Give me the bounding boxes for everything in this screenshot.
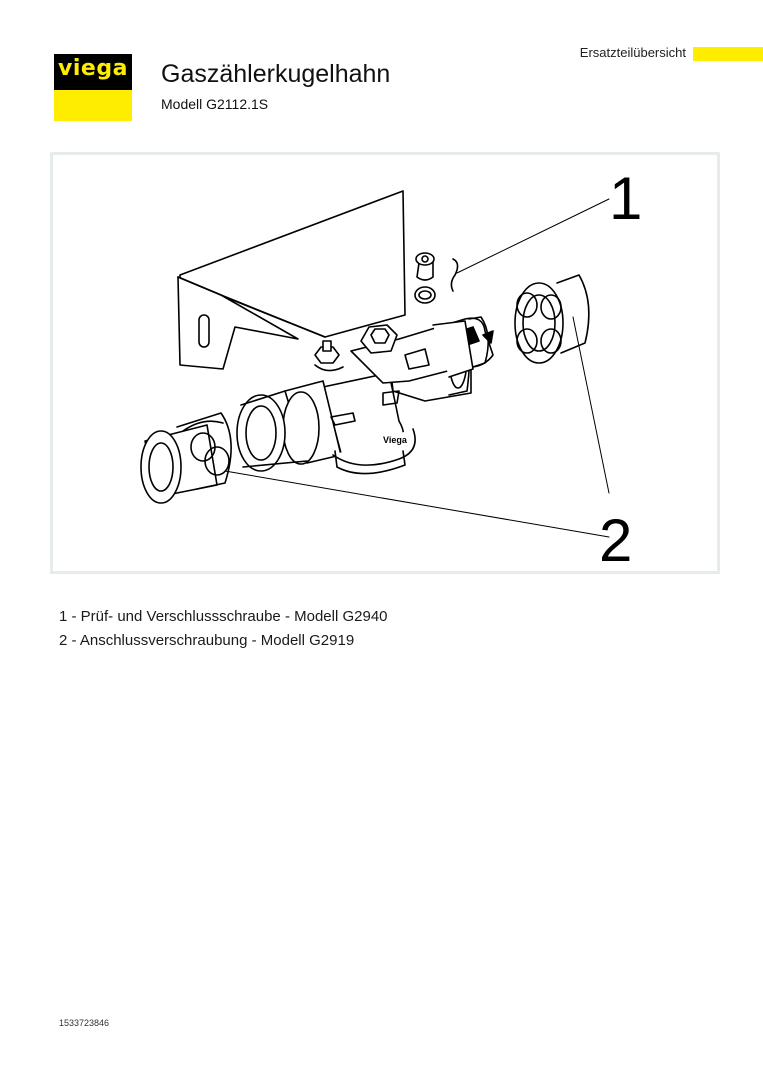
exploded-view-figure bbox=[50, 152, 720, 574]
legend-item-2: 2 - Anschlussverschraubung - Modell G2919 bbox=[59, 632, 355, 649]
document-type-yellow-bar bbox=[693, 47, 763, 61]
union-fitting-left bbox=[141, 413, 231, 503]
logo-yellow-block bbox=[54, 90, 132, 121]
callout-number-2: 2 bbox=[599, 507, 633, 571]
document-number: 1533723846 bbox=[59, 1018, 110, 1028]
viega-logo bbox=[54, 54, 132, 121]
svg-text:Viega: Viega bbox=[383, 435, 407, 445]
logo-wordmark: viega bbox=[58, 56, 128, 81]
lock-screw bbox=[315, 341, 343, 371]
page-title: Gaszählerkugelhahn bbox=[161, 60, 391, 88]
exploded-view-drawing bbox=[53, 155, 717, 571]
legend-item-1: 1 - Prüf- und Verschlussschraube - Modell G2940 bbox=[59, 608, 388, 625]
test-screw-part-1 bbox=[415, 253, 458, 303]
parts-legend bbox=[59, 605, 388, 653]
model-subtitle: Modell G2112.1S bbox=[161, 96, 269, 112]
union-fitting-right bbox=[515, 275, 589, 363]
document-type-label: Ersatzteilübersicht bbox=[579, 45, 686, 60]
callout-number-1: 1 bbox=[609, 165, 643, 232]
